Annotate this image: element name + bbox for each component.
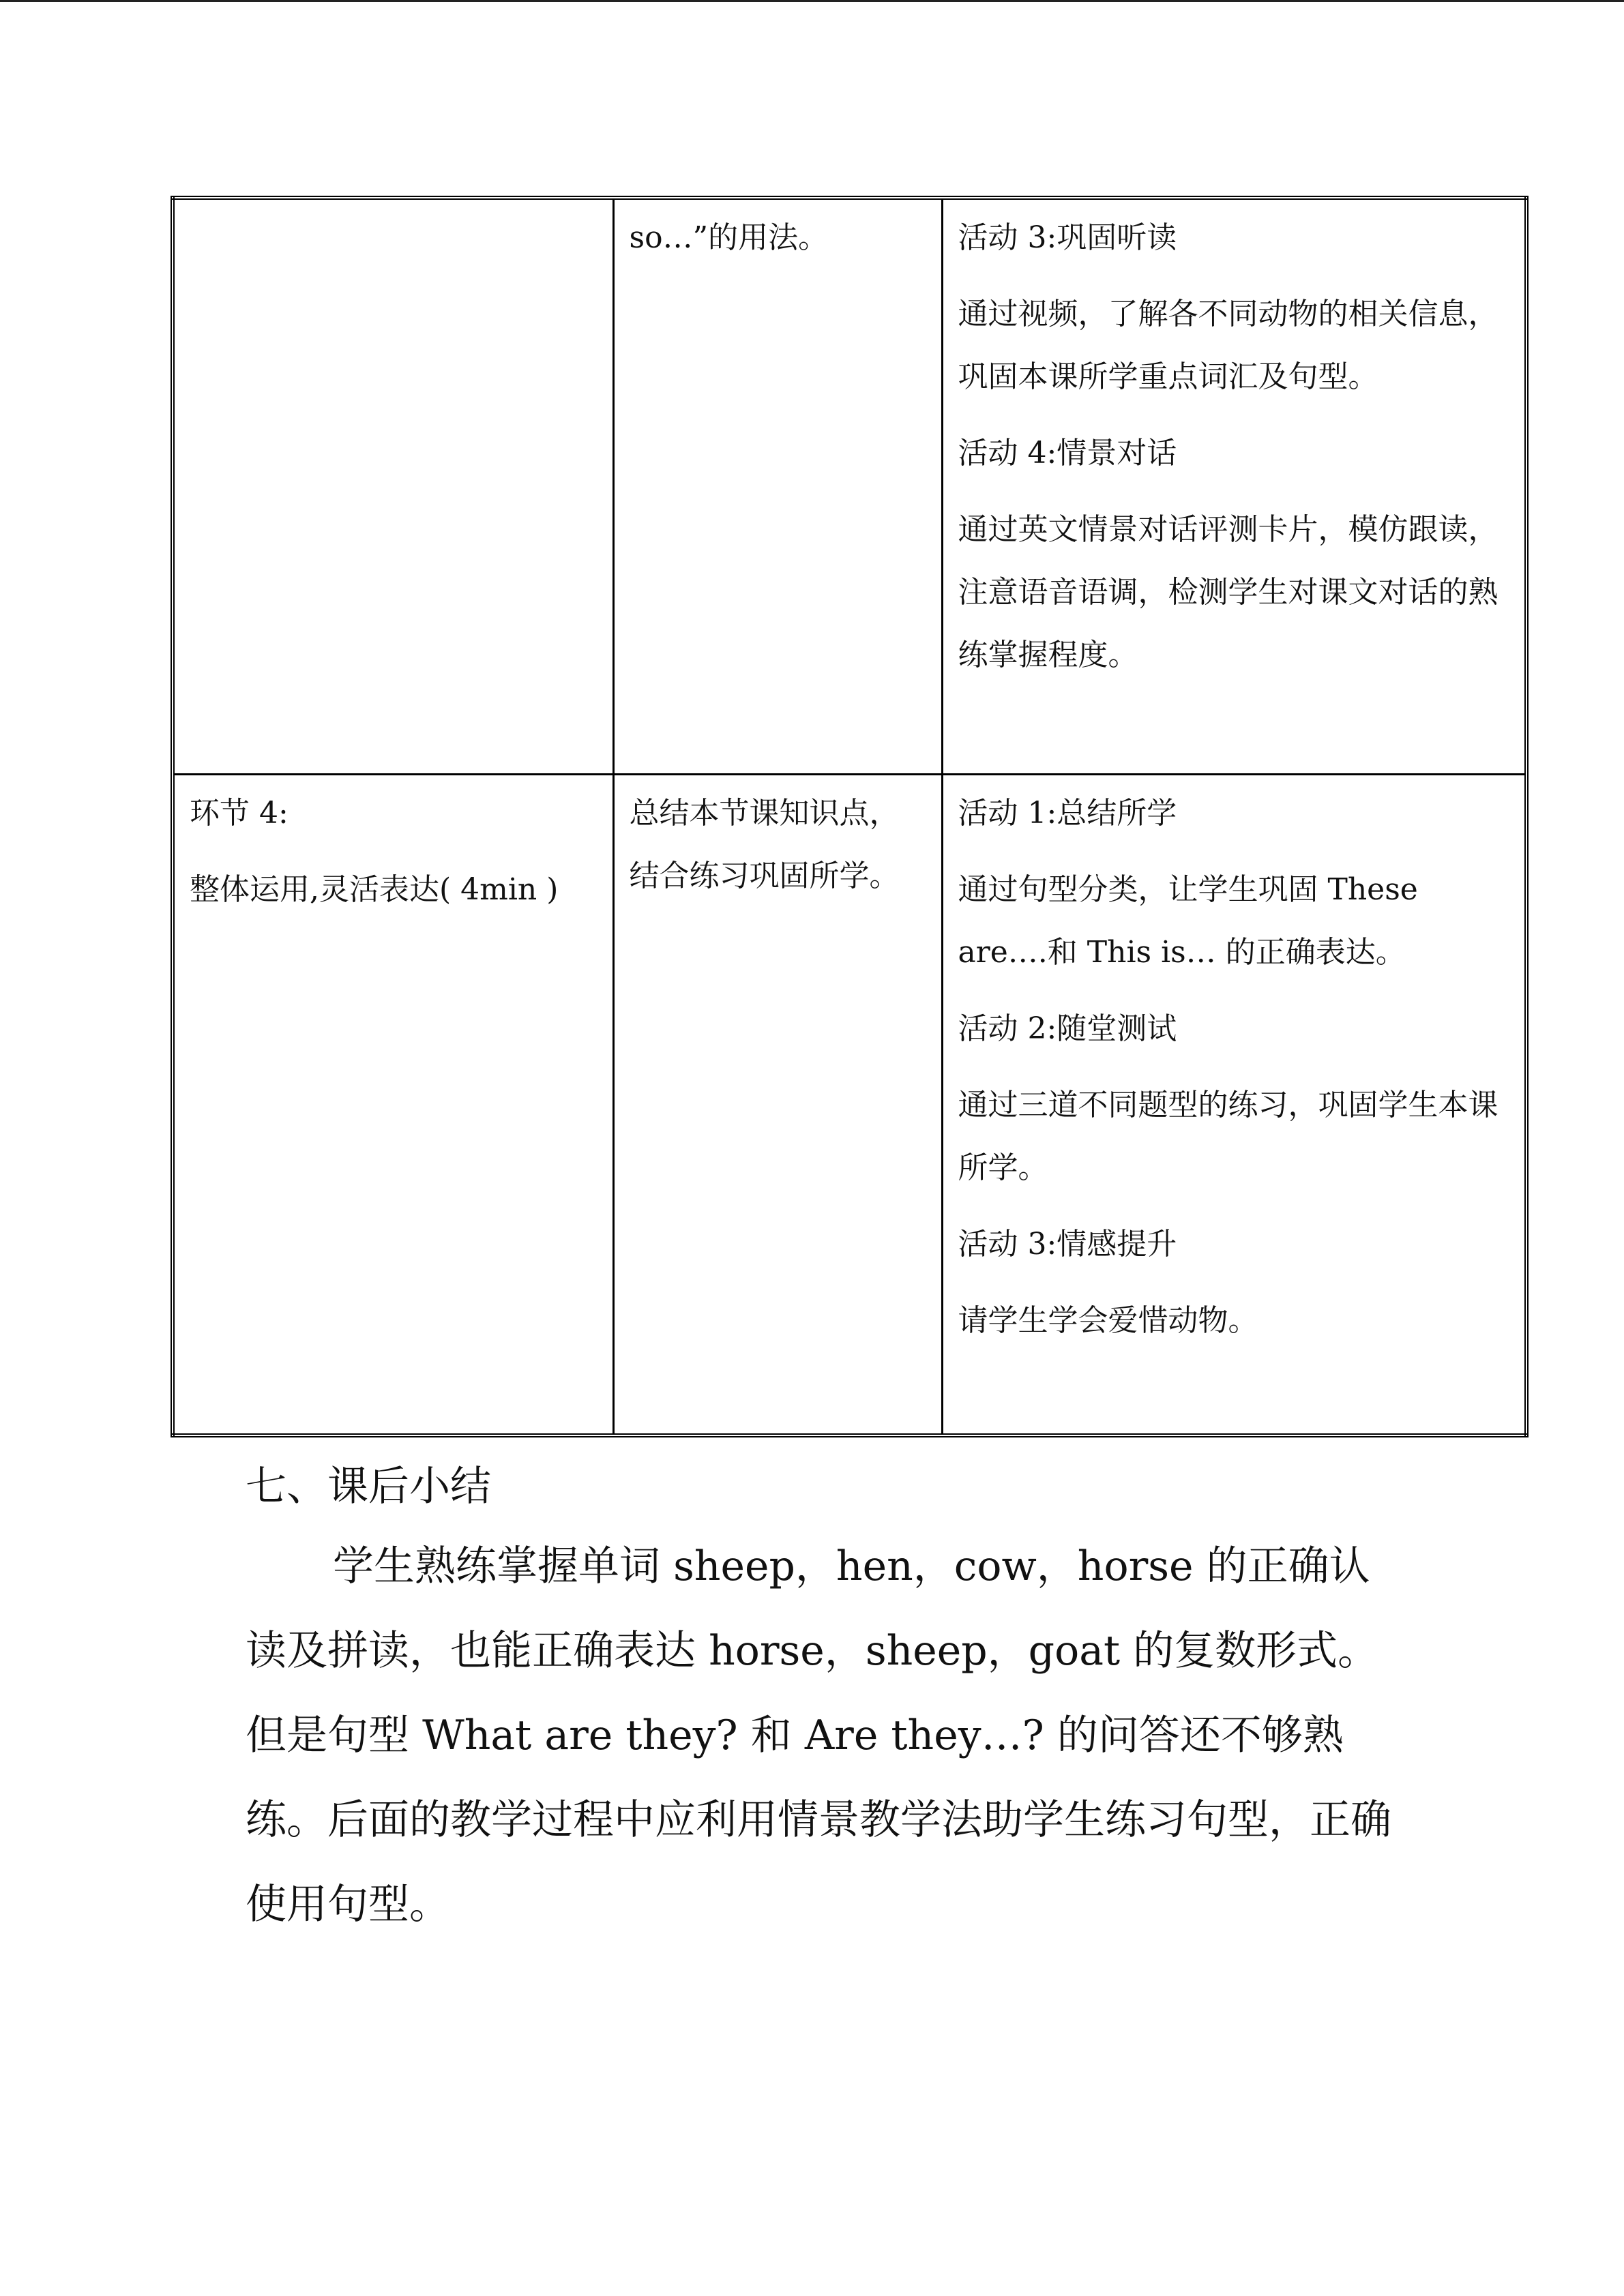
activity-title: 活动 4:情景对话	[958, 436, 1177, 471]
goal-text: 总结本节课知识点，结合练习巩固所学。	[629, 795, 900, 893]
activity-title: 活动 3:巩固听读	[958, 220, 1177, 255]
goal-cell	[613, 774, 942, 1435]
table-row	[173, 198, 1526, 774]
summary-body: 学生熟练掌握单词 sheep，hen，cow，horse 的正确认读及拼读，也能正确表达 horse，sheep，goat 的复数形式。但是句型 What are they? 和 Are they…? 的问答还不够熟练。后面的教学过程中应利用情景教学法助学生练习句型，正确使用句型。	[246, 1542, 1391, 1928]
activity-cell	[942, 774, 1526, 1435]
goal-cell	[613, 198, 942, 774]
table-row	[173, 774, 1526, 1435]
activity-title: 活动 2:随堂测试	[958, 1011, 1177, 1046]
activity-description: 通过三道不同题型的练习，巩固学生本课所学。	[958, 1087, 1498, 1185]
activity-description: 通过句型分类，让学生巩固 These are….和 This is… 的正确表达。	[958, 871, 1418, 970]
activity-description: 通过视频，了解各不同动物的相关信息，巩固本课所学重点词汇及句型。	[958, 297, 1498, 394]
summary-section	[246, 1449, 1405, 1947]
stage-label: 环节 4:	[190, 795, 289, 831]
activity-description: 请学生学会爱惜动物。	[958, 1302, 1258, 1338]
activity-cell	[942, 198, 1526, 774]
stage-cell	[173, 774, 613, 1435]
activity-title: 活动 3:情感提升	[958, 1226, 1177, 1262]
activity-title: 活动 1:总结所学	[958, 795, 1177, 831]
activity-description: 通过英文情景对话评测卡片，模仿跟读，注意语音语调，检测学生对课文对话的熟练掌握程度。	[958, 512, 1498, 672]
goal-text: so…”的用法。	[629, 220, 829, 255]
lesson-plan-table	[171, 196, 1529, 1437]
stage-title: 整体运用,灵活表达( 4min )	[190, 871, 559, 907]
page-top-border	[0, 0, 1624, 2]
summary-heading: 七、课后小结	[246, 1463, 491, 1510]
stage-cell	[173, 198, 613, 774]
